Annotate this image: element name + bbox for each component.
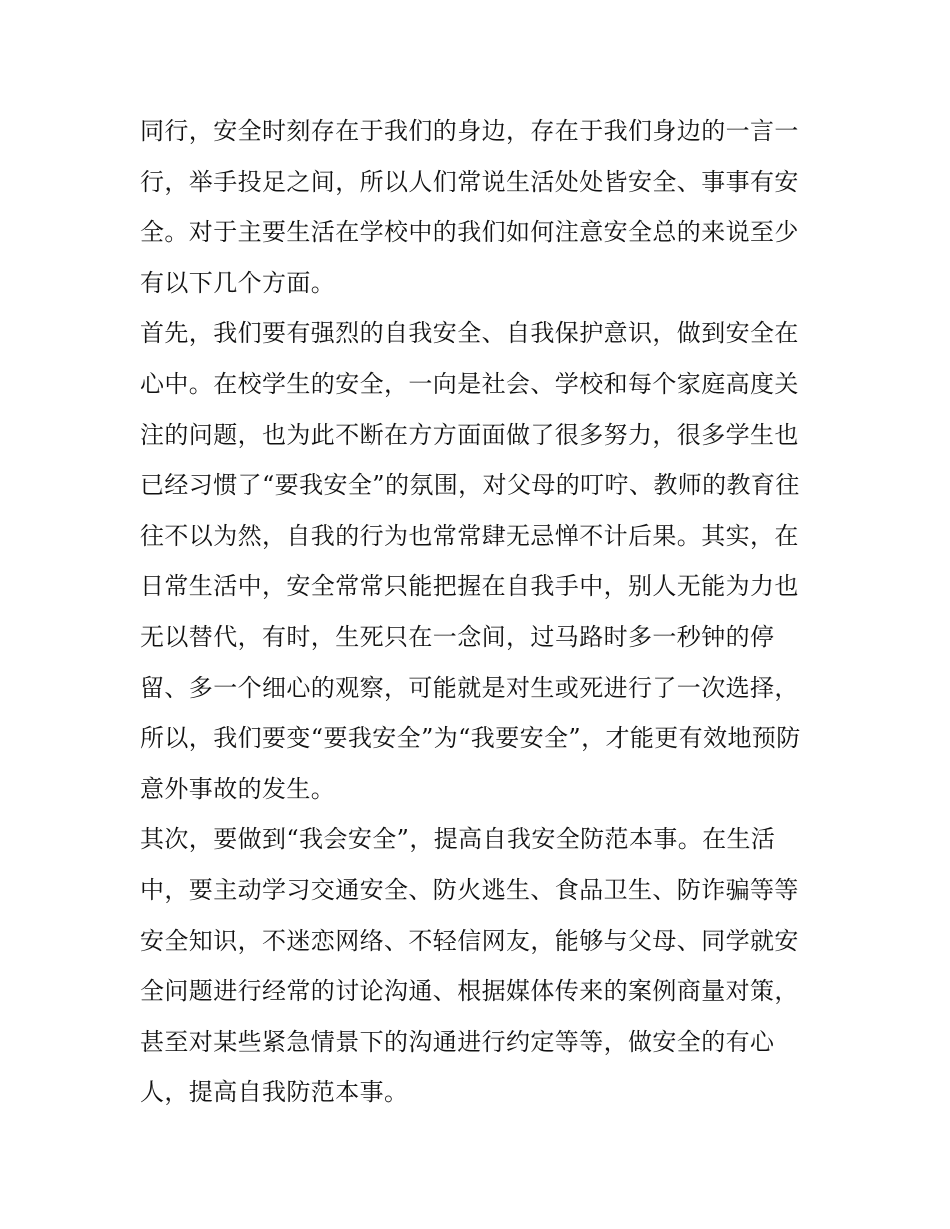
- text-line: 心中。在校学生的安全，一向是社会、学校和每个家庭高度关: [140, 369, 799, 398]
- text-line: 全。对于主要生活在学校中的我们如何注意安全总的来说至少: [140, 218, 799, 247]
- text-line: 首先，我们要有强烈的自我安全、自我保护意识，做到安全在: [140, 319, 799, 348]
- text-line: 已经习惯了“要我安全”的氛围，对父母的叮咛、教师的教育往: [140, 471, 800, 500]
- text-line: 同行，安全时刻存在于我们的身边，存在于我们身边的一言一: [140, 117, 799, 145]
- text-line: 有以下几个方面。: [140, 268, 336, 297]
- text-line: 无以替代，有时，生死只在一念间，过马路时多一秒钟的停: [140, 622, 775, 651]
- document-body: [140, 106, 820, 1118]
- text-line: 注的问题，也为此不断在方方面面做了很多努力，很多学生也: [140, 420, 799, 449]
- text-line: 人，提高自我防范本事。: [140, 1078, 409, 1107]
- text-line: 中，要主动学习交通安全、防火逃生、食品卫生、防诈骗等等: [140, 875, 799, 904]
- text-line: 往不以为然，自我的行为也常常肆无忌惮不计后果。其实，在: [140, 521, 799, 550]
- paragraph-3: [140, 814, 820, 1118]
- paragraph-2: [140, 308, 820, 814]
- text-line: 行，举手投足之间，所以人们常说生活处处皆安全、事事有安: [140, 167, 799, 196]
- text-line: 其次，要做到“我会安全”，提高自我安全防范本事。在生活: [140, 825, 776, 854]
- text-line: 全问题进行经常的讨论沟通、根据媒体传来的案例商量对策，: [140, 977, 799, 1006]
- text-line: 意外事故的发生。: [140, 774, 336, 803]
- text-line: 留、多一个细心的观察，可能就是对生或死进行了一次选择，: [140, 673, 799, 702]
- paragraph-1: [140, 106, 820, 308]
- text-line: 所以，我们要变“要我安全”为“我要安全”，才能更有效地预防: [140, 724, 801, 753]
- text-line: 安全知识，不迷恋网络、不轻信网友，能够与父母、同学就安: [140, 926, 799, 955]
- text-line: 日常生活中，安全常常只能把握在自我手中，别人无能为力也: [140, 572, 799, 601]
- text-line: 甚至对某些紧急情景下的沟通进行约定等等，做安全的有心: [140, 1027, 775, 1056]
